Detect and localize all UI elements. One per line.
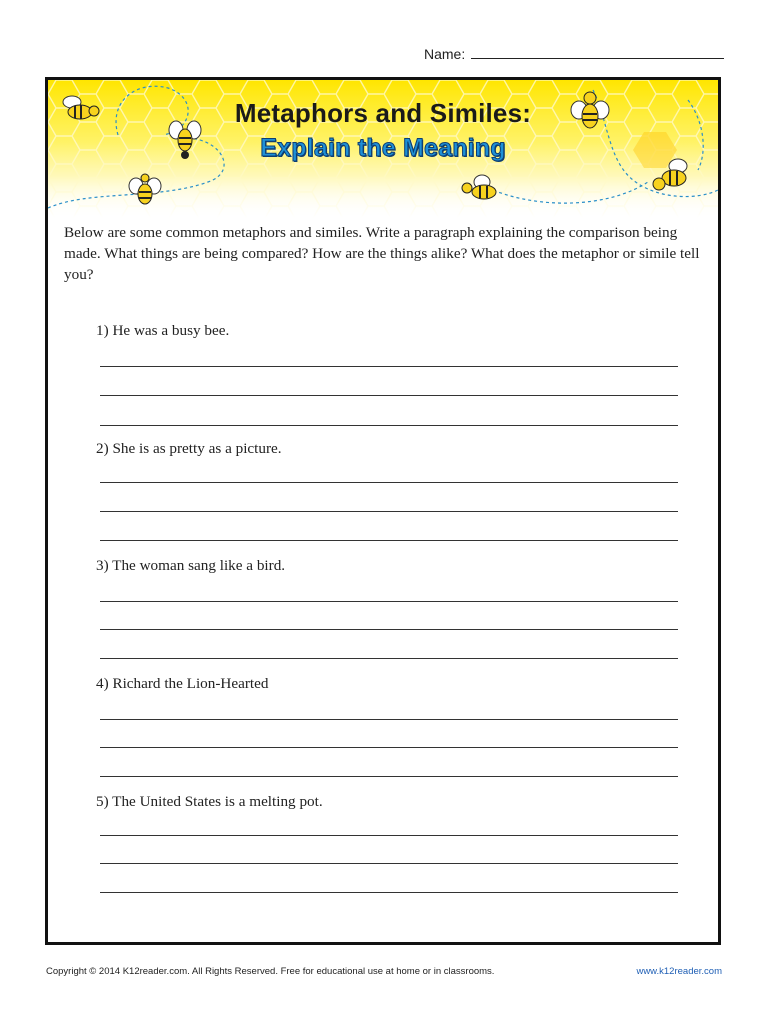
worksheet-frame — [45, 77, 721, 945]
copyright-text: Copyright © 2014 K12reader.com. All Rights Reserved. Free for educational use at home or in classrooms. — [46, 966, 495, 977]
answer-line[interactable] — [100, 511, 678, 512]
question-text: 2) She is as pretty as a picture. — [96, 440, 282, 457]
question-item — [96, 440, 676, 460]
footer — [46, 966, 722, 977]
question-text: 5) The United States is a melting pot. — [96, 793, 323, 810]
answer-line[interactable] — [100, 747, 678, 748]
question-item — [96, 793, 676, 813]
answer-line[interactable] — [100, 658, 678, 659]
bee-icon — [650, 158, 694, 196]
answer-line[interactable] — [100, 482, 678, 483]
name-field[interactable] — [471, 44, 724, 59]
answer-line[interactable] — [100, 395, 678, 396]
question-text: 3) The woman sang like a bird. — [96, 557, 286, 574]
instructions: Below are some common metaphors and similes. Write a paragraph explaining the comparison being made. What things are being compared? How are the things alike? What does the metaphor or simile tell you? — [64, 224, 700, 283]
worksheet-subtitle: Explain the Meaning — [260, 134, 506, 162]
answer-line[interactable] — [100, 863, 678, 864]
name-label: Name: — [424, 46, 466, 62]
answer-line[interactable] — [100, 835, 678, 836]
bee-icon — [458, 174, 504, 206]
name-row — [424, 44, 724, 62]
question-text: 1) He was a busy bee. — [96, 322, 230, 339]
answer-line[interactable] — [100, 425, 678, 426]
bee-icon — [128, 172, 162, 212]
banner — [48, 80, 718, 218]
website-link[interactable]: www.k12reader.com — [636, 966, 722, 977]
question-text: 4) Richard the Lion-Hearted — [96, 675, 269, 692]
answer-line[interactable] — [100, 629, 678, 630]
answer-line[interactable] — [100, 366, 678, 367]
question-item — [96, 675, 676, 695]
answer-line[interactable] — [100, 776, 678, 777]
answer-line[interactable] — [100, 892, 678, 893]
answer-line[interactable] — [100, 540, 678, 541]
answer-line[interactable] — [100, 601, 678, 602]
worksheet-title: Metaphors and Similes: — [234, 98, 532, 128]
question-item — [96, 557, 676, 577]
question-item — [96, 322, 676, 342]
answer-line[interactable] — [100, 719, 678, 720]
